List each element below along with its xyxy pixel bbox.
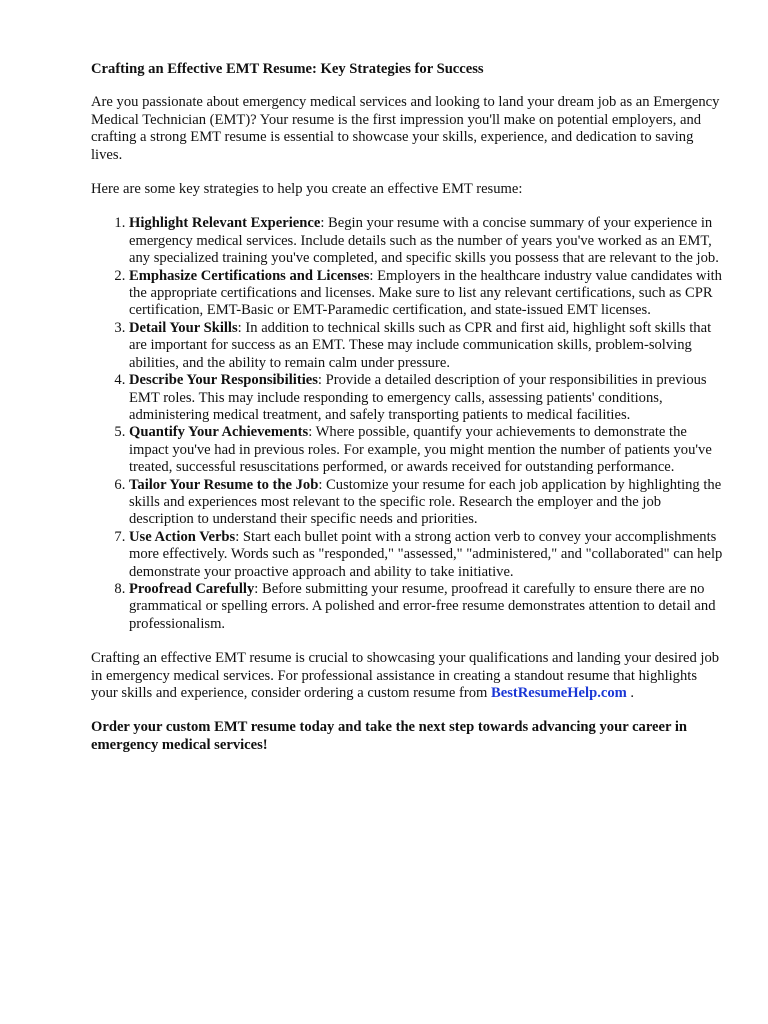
list-item (129, 372, 723, 424)
document-page (91, 61, 723, 771)
strategy-text: Start each bullet point with a strong action verb to convey your accomplishments more effectively. Words such as "responded," "assessed," "administered," and "collaborated" can help demonstrate your proactive approach and ability to take initiative. (129, 528, 723, 580)
list-item (129, 477, 723, 529)
strategy-text: Before submitting your resume, proofread it carefully to ensure there are no grammatical or spelling errors. A polished and error-free resume demonstrates attention to detail and professionalism. (129, 580, 716, 632)
list-item (129, 581, 723, 633)
document-title: Crafting an Effective EMT Resume: Key Strategies for Success (91, 61, 484, 77)
strategy-separator: : (237, 319, 242, 336)
strategy-text: Where possible, quantify your achievements to demonstrate the impact you've had in previous roles. For example, you might mention the number of patients you've treated, successful resuscitations performed, or awards received for outstanding performance. (129, 424, 712, 476)
strategies-list (91, 215, 723, 633)
strategy-text: Provide a detailed description of your responsibilities in previous EMT roles. This may include responding to emergency calls, assessing patients' conditions, administering medical treatment, and safely transporting patients to medical facilities. (129, 372, 707, 423)
list-item (129, 268, 723, 320)
conclusion-paragraph (91, 650, 723, 702)
strategy-text: Employers in the healthcare industry value candidates with the appropriate certifications and licenses. Make sure to list any relevant certifications, such as CPR certification, EMT-Basic or EMT-Paramedic certification, and state-issued EMT licenses. (129, 267, 722, 319)
strategy-separator: : (320, 215, 325, 232)
strategy-text: In addition to technical skills such as CPR and first aid, highlight soft skills that are important for success as an EMT. These may include communication skills, problem-solving abilities, and the ability to remain calm under pressure. (129, 319, 712, 371)
list-item (129, 215, 723, 267)
strategy-separator: : (235, 528, 240, 545)
strategy-separator: : (318, 476, 323, 493)
strategy-separator: : (317, 372, 322, 389)
lead-in-paragraph: Here are some key strategies to help you create an effective EMT resume: (91, 181, 523, 198)
list-item (129, 529, 723, 581)
strategy-title: Detail Your Skills (129, 319, 238, 336)
strategy-title: Proofread Carefully (129, 580, 255, 597)
best-resume-help-link[interactable]: BestResumeHelp.com (491, 685, 627, 701)
strategy-title: Highlight Relevant Experience (129, 215, 321, 232)
conclusion-end: . (626, 685, 635, 701)
strategy-separator: : (369, 267, 374, 284)
strategy-title: Emphasize Certifications and Licenses (129, 267, 370, 284)
list-item (129, 424, 723, 476)
strategy-title: Tailor Your Resume to the Job (129, 476, 319, 493)
conclusion-text: Crafting an effective EMT resume is crucial to showcasing your qualifications and landing your desired job in emergency medical services. For professional assistance in creating a standout resume that highlights your skills and experience, consider ordering a custom resume from (91, 650, 720, 701)
strategy-text: Begin your resume with a concise summary of your experience in emergency medical services. Include details such as the number of years you've worked as an EMT, any specialized training you've completed, and specific skills you possess that are relevant to the job. (129, 215, 719, 267)
intro-paragraph: Are you passionate about emergency medical services and looking to land your dream job as an Emergency Medical Technician (EMT)? Your resume is the first impression you'll make on potential employers, and crafting a strong EMT resume is essential to showcase your skills, experience, and dedication to saving lives. (91, 94, 720, 163)
strategy-title: Quantify Your Achievements (129, 424, 309, 441)
closing-paragraph: Order your custom EMT resume today and take the next step towards advancing your career in emergency medical services! (91, 719, 688, 753)
strategy-separator: : (254, 580, 259, 597)
strategy-title: Describe Your Responsibilities (129, 372, 318, 389)
strategy-separator: : (308, 424, 313, 441)
list-item (129, 320, 723, 372)
strategy-title: Use Action Verbs (129, 528, 236, 545)
strategy-text: Customize your resume for each job application by highlighting the skills and experiences most relevant to the specific role. Research the employer and the job description to understand their specific needs and priorities. (129, 476, 722, 528)
